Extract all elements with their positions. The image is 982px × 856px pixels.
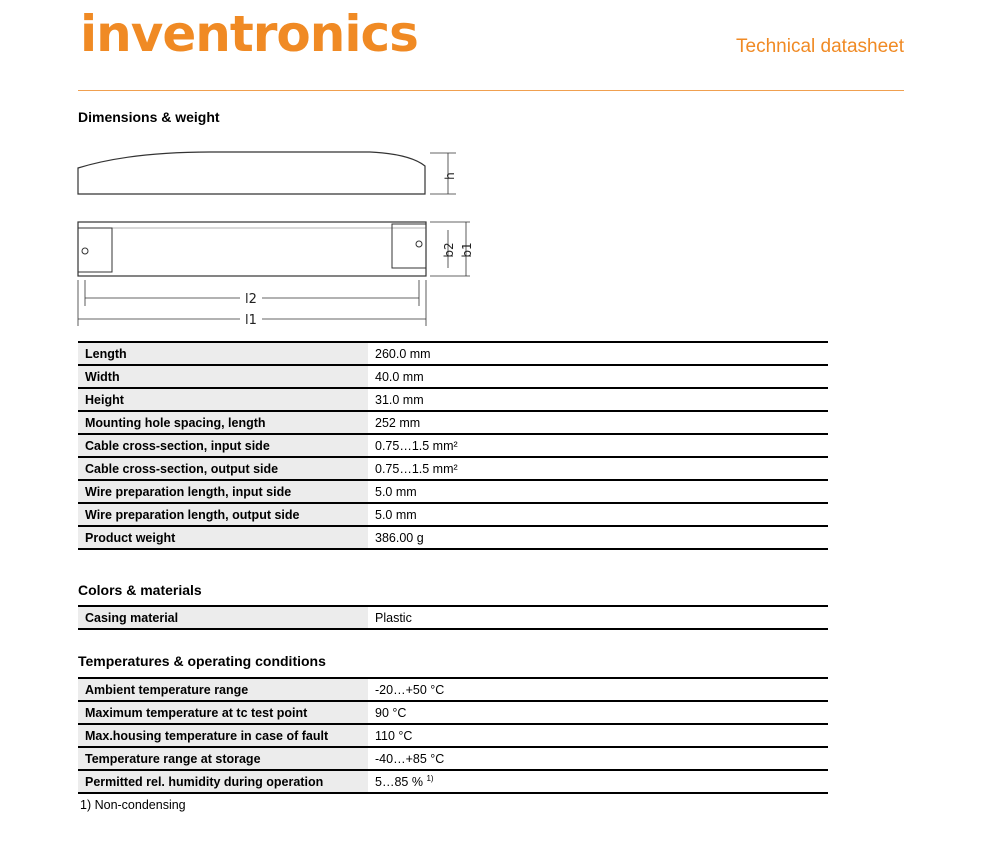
- row-label: Length: [78, 342, 368, 365]
- dimensions-table: [78, 341, 828, 550]
- label-b1: b1: [460, 242, 474, 258]
- table-row: [78, 724, 828, 747]
- table-row: [78, 434, 828, 457]
- table-row: [78, 480, 828, 503]
- row-value: 0.75…1.5 mm²: [368, 434, 828, 457]
- section-title-temperatures: Temperatures & operating conditions: [78, 653, 326, 669]
- document-type: Technical datasheet: [736, 36, 904, 57]
- row-label: Maximum temperature at tc test point: [78, 701, 368, 724]
- table-row: [78, 457, 828, 480]
- table-row: [78, 770, 828, 793]
- row-value: -20…+50 °C: [368, 678, 828, 701]
- table-row: [78, 678, 828, 701]
- top-view-outline: [78, 222, 426, 276]
- section-title-dimensions: Dimensions & weight: [78, 109, 220, 125]
- section-title-colors: Colors & materials: [78, 582, 202, 598]
- row-label: Permitted rel. humidity during operation: [78, 770, 368, 793]
- row-value: 40.0 mm: [368, 365, 828, 388]
- label-b2: b2: [442, 242, 456, 258]
- row-value: Plastic: [368, 606, 828, 629]
- footnote: 1) Non-condensing: [80, 798, 186, 812]
- row-label: Ambient temperature range: [78, 678, 368, 701]
- row-value: 5.0 mm: [368, 480, 828, 503]
- footnote-ref: 1): [426, 773, 434, 783]
- row-value: 90 °C: [368, 701, 828, 724]
- row-value: 252 mm: [368, 411, 828, 434]
- table-row: [78, 747, 828, 770]
- header-divider: [78, 90, 904, 91]
- label-h: h: [443, 172, 457, 180]
- brand-logo: inventronics: [80, 5, 418, 63]
- value-text: 5…85 %: [375, 775, 423, 790]
- table-row: [78, 365, 828, 388]
- row-value: 31.0 mm: [368, 388, 828, 411]
- row-label: Casing material: [78, 606, 368, 629]
- side-view-outline: [78, 152, 425, 194]
- row-label: Height: [78, 388, 368, 411]
- row-label: Temperature range at storage: [78, 747, 368, 770]
- label-l1: l1: [245, 313, 257, 328]
- row-value: -40…+85 °C: [368, 747, 828, 770]
- row-label: Width: [78, 365, 368, 388]
- row-label: Wire preparation length, input side: [78, 480, 368, 503]
- colors-table: [78, 605, 828, 630]
- temperatures-table: [78, 677, 828, 794]
- row-label: Cable cross-section, input side: [78, 434, 368, 457]
- table-row: [78, 342, 828, 365]
- label-l2: l2: [245, 292, 257, 307]
- table-row: [78, 388, 828, 411]
- table-row: [78, 606, 828, 629]
- row-value: 0.75…1.5 mm²: [368, 457, 828, 480]
- row-value: 386.00 g: [368, 526, 828, 549]
- dimension-drawing: [70, 140, 475, 340]
- row-value: 5.0 mm: [368, 503, 828, 526]
- table-row: [78, 411, 828, 434]
- row-value: [368, 770, 828, 793]
- row-label: Mounting hole spacing, length: [78, 411, 368, 434]
- row-value: 110 °C: [368, 724, 828, 747]
- row-value: 260.0 mm: [368, 342, 828, 365]
- row-label: Cable cross-section, output side: [78, 457, 368, 480]
- row-label: Wire preparation length, output side: [78, 503, 368, 526]
- table-row: [78, 701, 828, 724]
- table-row: [78, 526, 828, 549]
- row-label: Max.housing temperature in case of fault: [78, 724, 368, 747]
- row-label: Product weight: [78, 526, 368, 549]
- table-row: [78, 503, 828, 526]
